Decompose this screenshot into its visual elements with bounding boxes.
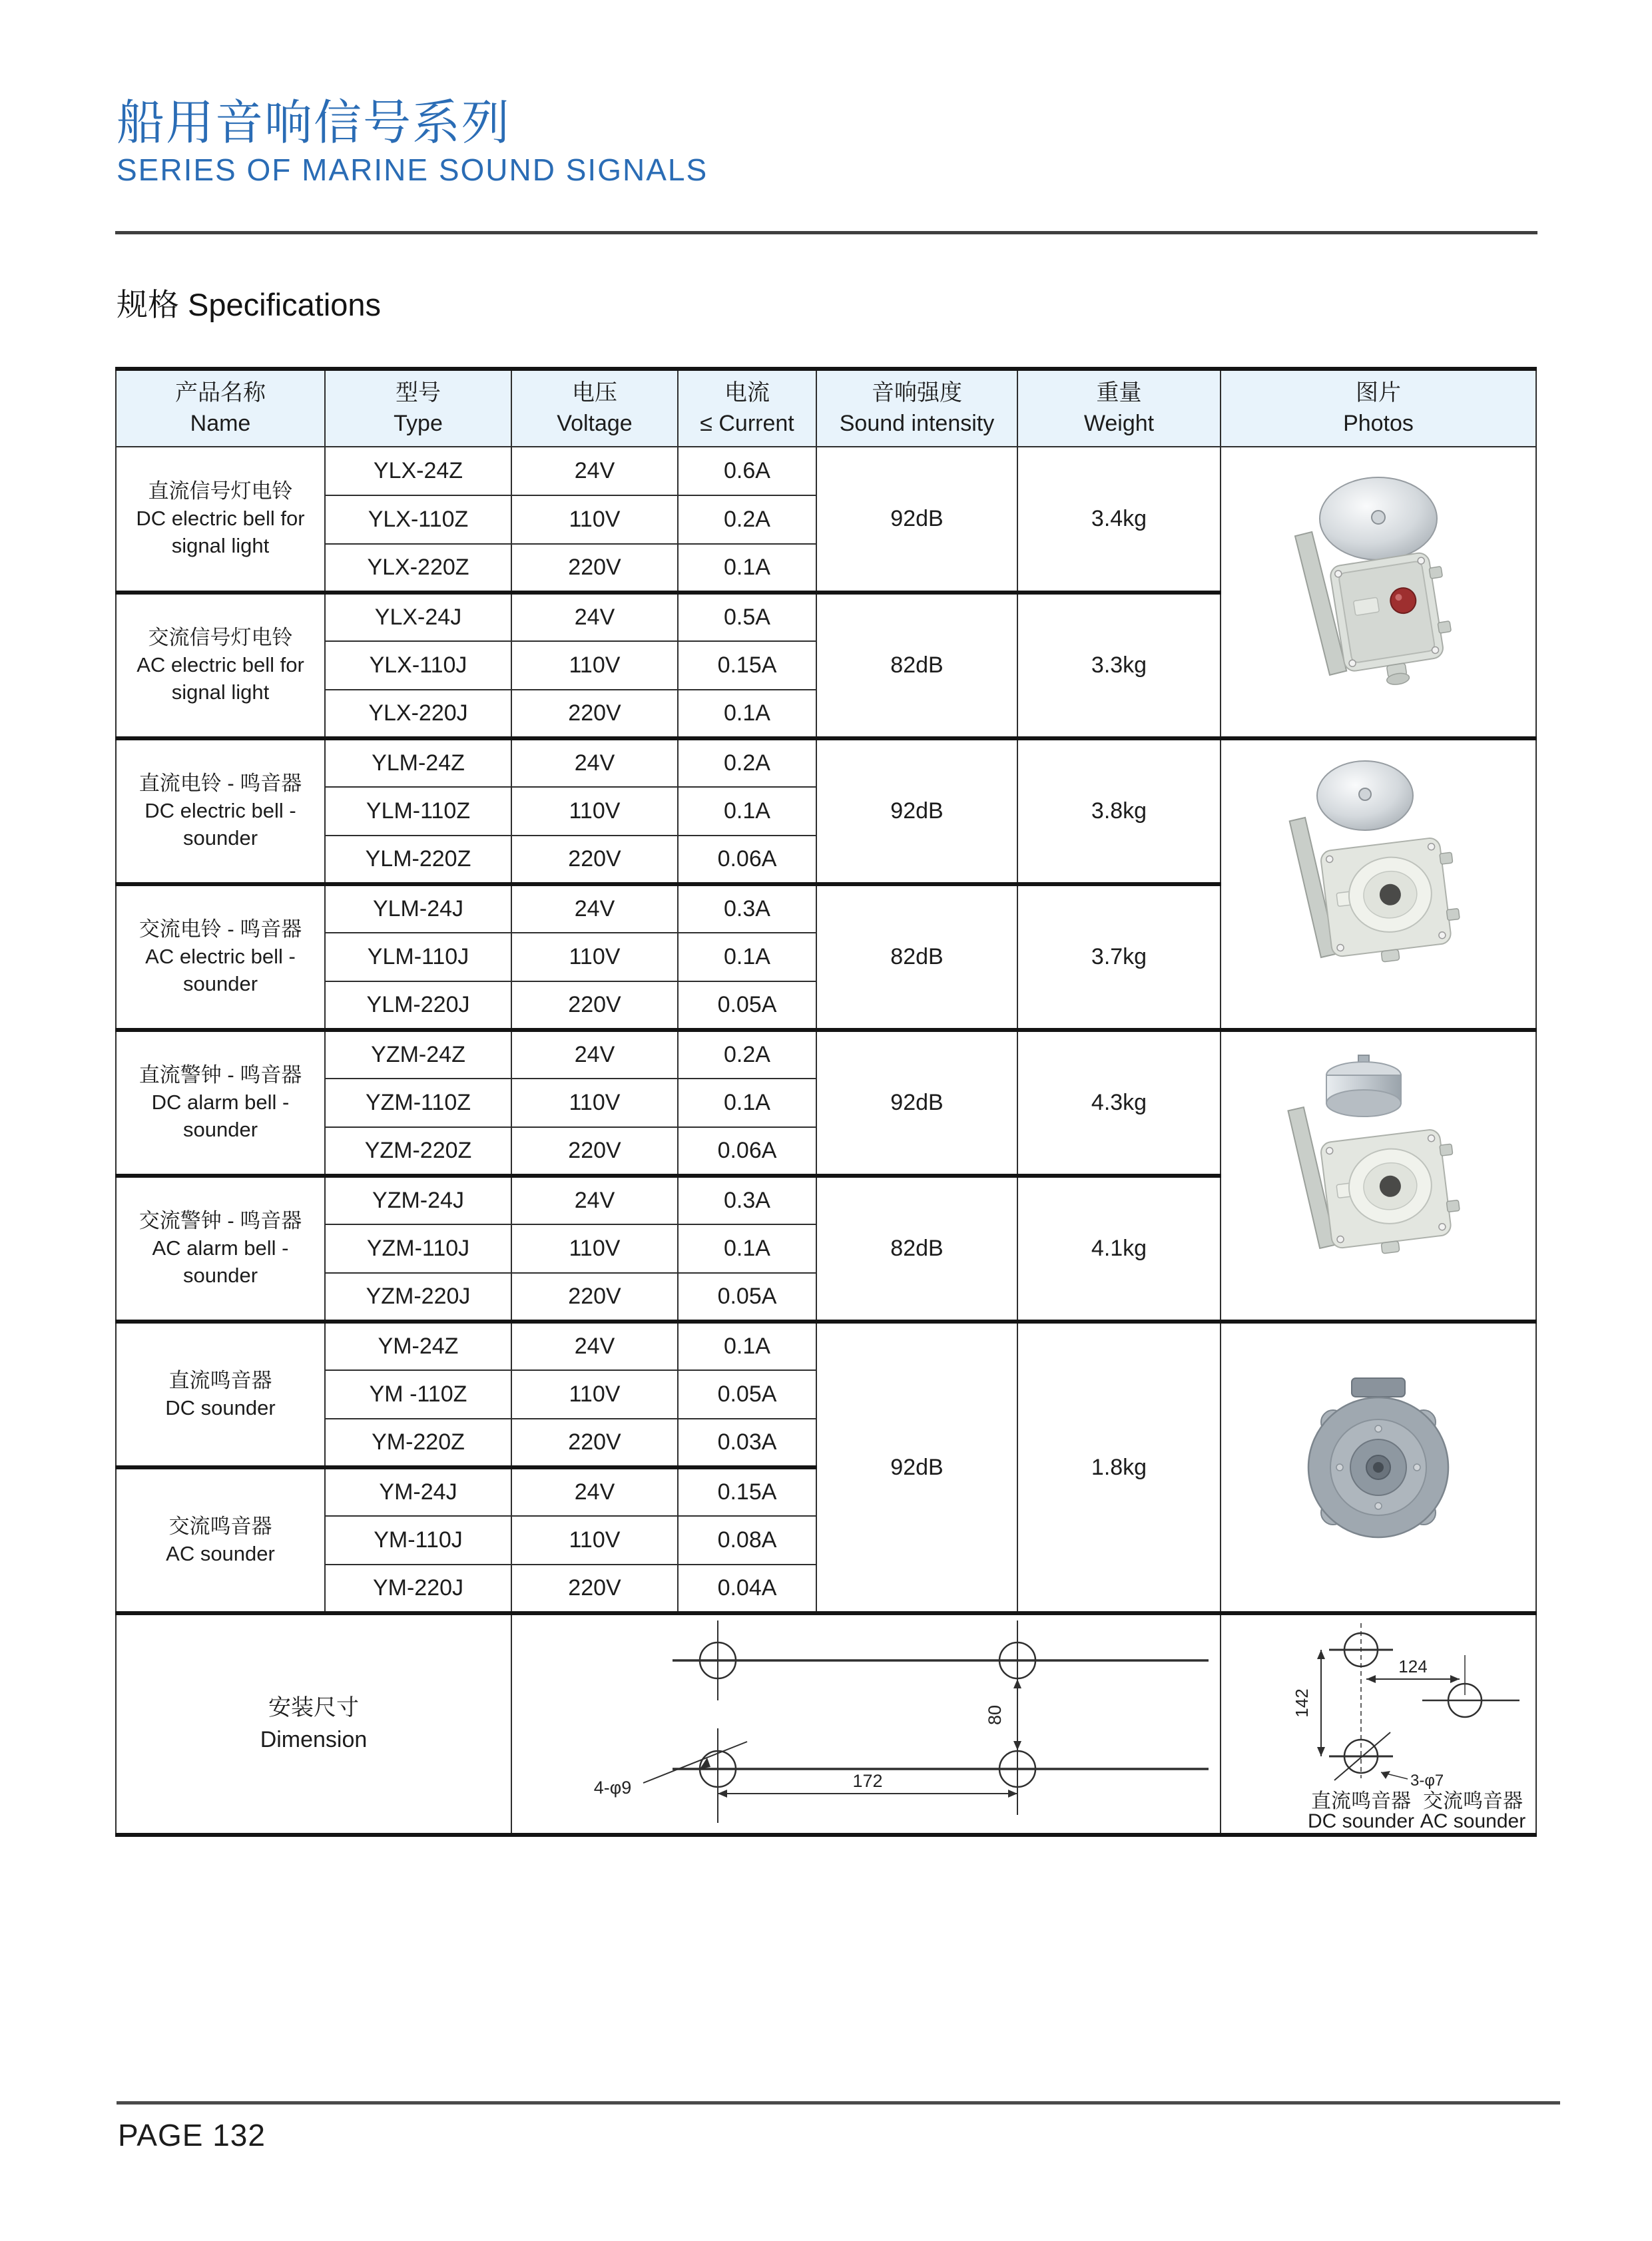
col-header-voltage: 电压 Voltage [511, 369, 678, 447]
current-cell: 0.3A [678, 1176, 816, 1224]
page-masthead [117, 99, 708, 185]
type-cell: YLX-220J [325, 690, 511, 738]
round-sounder-image [1252, 1368, 1505, 1567]
type-cell: YLM-110Z [325, 787, 511, 836]
voltage-cell: 110V [511, 787, 678, 836]
voltage-cell: 220V [511, 1565, 678, 1613]
signal-light-bell-image [1265, 465, 1492, 718]
type-cell: YLX-110J [325, 641, 511, 690]
table-header-row [116, 369, 1536, 447]
voltage-cell: 24V [511, 1176, 678, 1224]
sound-intensity-cell: 82dB [816, 1176, 1017, 1322]
type-cell: YLX-24Z [325, 447, 511, 495]
product-name: 直流警钟 - 鸣音器 DC alarm bell -sounder [116, 1030, 325, 1176]
voltage-cell: 24V [511, 593, 678, 641]
sounder-mounting-drawing [1223, 1615, 1534, 1833]
current-cell: 0.15A [678, 1467, 816, 1516]
col-header-type: 型号 Type [325, 369, 511, 447]
type-cell: YM-24J [325, 1467, 511, 1516]
col-header-sound: 音响强度 Sound intensity [816, 369, 1017, 447]
bell-mounting-drawing [513, 1615, 1219, 1833]
voltage-cell: 110V [511, 1079, 678, 1127]
col-header-current: 电流 ≤ Current [678, 369, 816, 447]
current-cell: 0.1A [678, 1322, 816, 1370]
current-cell: 0.08A [678, 1516, 816, 1565]
current-cell: 0.2A [678, 1030, 816, 1079]
dimension-label: 安装尺寸 Dimension [116, 1613, 511, 1835]
page-number: PAGE 132 [118, 2118, 266, 2152]
voltage-cell: 24V [511, 1467, 678, 1516]
current-cell: 0.04A [678, 1565, 816, 1613]
dim-height-label: 142 [1292, 1688, 1312, 1718]
voltage-cell: 220V [511, 1273, 678, 1322]
current-cell: 0.1A [678, 787, 816, 836]
type-cell: YZM-24J [325, 1176, 511, 1224]
product-name: 交流鸣音器 AC sounder [116, 1467, 325, 1613]
voltage-cell: 110V [511, 1516, 678, 1565]
voltage-cell: 220V [511, 690, 678, 738]
current-cell: 0.1A [678, 1079, 816, 1127]
dc-sounder-caption-zh: 直流鸣音器 [1311, 1790, 1411, 1812]
current-cell: 0.05A [678, 1370, 816, 1419]
weight-cell: 1.8kg [1017, 1322, 1221, 1613]
product-name: 直流鸣音器 DC sounder [116, 1322, 325, 1467]
dim-width-label: 124 [1398, 1656, 1428, 1676]
voltage-cell: 220V [511, 981, 678, 1030]
current-cell: 0.3A [678, 884, 816, 933]
page-title-chinese: 船用音响信号系列 [117, 97, 511, 150]
dim-holes-label: 4-φ9 [593, 1778, 632, 1798]
type-cell: YZM-110Z [325, 1079, 511, 1127]
type-cell: YM-110J [325, 1516, 511, 1565]
header-divider [115, 231, 1537, 234]
dimension-row [116, 1613, 1536, 1835]
product-photo-signal-light-bell [1221, 447, 1536, 738]
type-cell: YZM-220J [325, 1273, 511, 1322]
type-cell: YLM-24J [325, 884, 511, 933]
voltage-cell: 220V [511, 1419, 678, 1467]
product-photo-bell-sounder [1221, 738, 1536, 1030]
current-cell: 0.03A [678, 1419, 816, 1467]
type-cell: YLM-110J [325, 933, 511, 981]
col-header-name: 产品名称 Name [116, 369, 325, 447]
section-heading: 规格 Specifications [117, 287, 382, 322]
specifications-table [115, 367, 1537, 1837]
weight-cell: 4.1kg [1017, 1176, 1221, 1322]
col-header-weight: 重量 Weight [1017, 369, 1221, 447]
product-photo-round-sounder [1221, 1322, 1536, 1613]
sound-intensity-cell: 82dB [816, 884, 1017, 1030]
type-cell: YLX-110Z [325, 495, 511, 544]
table-row [116, 447, 1536, 495]
dim-holes-label: 3-φ7 [1410, 1772, 1444, 1790]
current-cell: 0.06A [678, 1127, 816, 1176]
product-name: 直流电铃 - 鸣音器 DC electric bell -sounder [116, 738, 325, 884]
sound-intensity-cell: 82dB [816, 593, 1017, 738]
voltage-cell: 24V [511, 447, 678, 495]
type-cell: YLM-220J [325, 981, 511, 1030]
voltage-cell: 110V [511, 641, 678, 690]
current-cell: 0.05A [678, 1273, 816, 1322]
current-cell: 0.05A [678, 981, 816, 1030]
dim-height-label: 80 [985, 1704, 1005, 1726]
product-photo-alarm-bell-sounder [1221, 1030, 1536, 1322]
bell-sounder-image [1265, 754, 1492, 1014]
voltage-cell: 24V [511, 884, 678, 933]
table-row [116, 738, 1536, 787]
type-cell: YM -110Z [325, 1370, 511, 1419]
sound-intensity-cell: 92dB [816, 1030, 1017, 1176]
current-cell: 0.15A [678, 641, 816, 690]
voltage-cell: 24V [511, 1322, 678, 1370]
type-cell: YM-220J [325, 1565, 511, 1613]
type-cell: YLM-24Z [325, 738, 511, 787]
type-cell: YM-24Z [325, 1322, 511, 1370]
product-name: 交流电铃 - 鸣音器 AC electric bell -sounder [116, 884, 325, 1030]
current-cell: 0.6A [678, 447, 816, 495]
weight-cell: 3.7kg [1017, 884, 1221, 1030]
type-cell: YZM-220Z [325, 1127, 511, 1176]
mounting-dimension-drawing-bells [511, 1613, 1221, 1835]
product-name: 直流信号灯电铃 DC electric bell for signal light [116, 447, 325, 593]
current-cell: 0.1A [678, 690, 816, 738]
sound-intensity-cell: 92dB [816, 738, 1017, 884]
current-cell: 0.2A [678, 738, 816, 787]
type-cell: YZM-24Z [325, 1030, 511, 1079]
voltage-cell: 24V [511, 1030, 678, 1079]
sound-intensity-cell: 92dB [816, 447, 1017, 593]
page-title-english: SERIES OF MARINE SOUND SIGNALS [117, 152, 708, 187]
voltage-cell: 110V [511, 495, 678, 544]
alarm-bell-sounder-image [1265, 1046, 1492, 1306]
type-cell: YM-220Z [325, 1419, 511, 1467]
voltage-cell: 220V [511, 1127, 678, 1176]
weight-cell: 3.4kg [1017, 447, 1221, 593]
current-cell: 0.06A [678, 836, 816, 884]
voltage-cell: 110V [511, 933, 678, 981]
table-row [116, 1030, 1536, 1079]
col-header-photos: 图片 Photos [1221, 369, 1536, 447]
weight-cell: 3.3kg [1017, 593, 1221, 738]
voltage-cell: 220V [511, 544, 678, 593]
type-cell: YZM-110J [325, 1224, 511, 1273]
voltage-cell: 110V [511, 1224, 678, 1273]
weight-cell: 4.3kg [1017, 1030, 1221, 1176]
voltage-cell: 24V [511, 738, 678, 787]
product-name: 交流信号灯电铃 AC electric bell for signal light [116, 593, 325, 738]
current-cell: 0.5A [678, 593, 816, 641]
voltage-cell: 110V [511, 1370, 678, 1419]
current-cell: 0.1A [678, 544, 816, 593]
mounting-dimension-drawing-sounders [1221, 1613, 1536, 1835]
footer-divider [117, 2101, 1560, 2105]
voltage-cell: 220V [511, 836, 678, 884]
type-cell: YLX-220Z [325, 544, 511, 593]
weight-cell: 3.8kg [1017, 738, 1221, 884]
dim-width-label: 172 [852, 1771, 883, 1791]
ac-sounder-caption-zh: 交流鸣音器 [1423, 1790, 1523, 1812]
current-cell: 0.1A [678, 1224, 816, 1273]
table-row [116, 1322, 1536, 1370]
type-cell: YLX-24J [325, 593, 511, 641]
current-cell: 0.1A [678, 933, 816, 981]
ac-sounder-caption-en: AC sounder [1420, 1810, 1526, 1832]
product-name: 交流警钟 - 鸣音器 AC alarm bell -sounder [116, 1176, 325, 1322]
type-cell: YLM-220Z [325, 836, 511, 884]
current-cell: 0.2A [678, 495, 816, 544]
dc-sounder-caption-en: DC sounder [1307, 1810, 1415, 1832]
sound-intensity-cell: 92dB [816, 1322, 1017, 1613]
